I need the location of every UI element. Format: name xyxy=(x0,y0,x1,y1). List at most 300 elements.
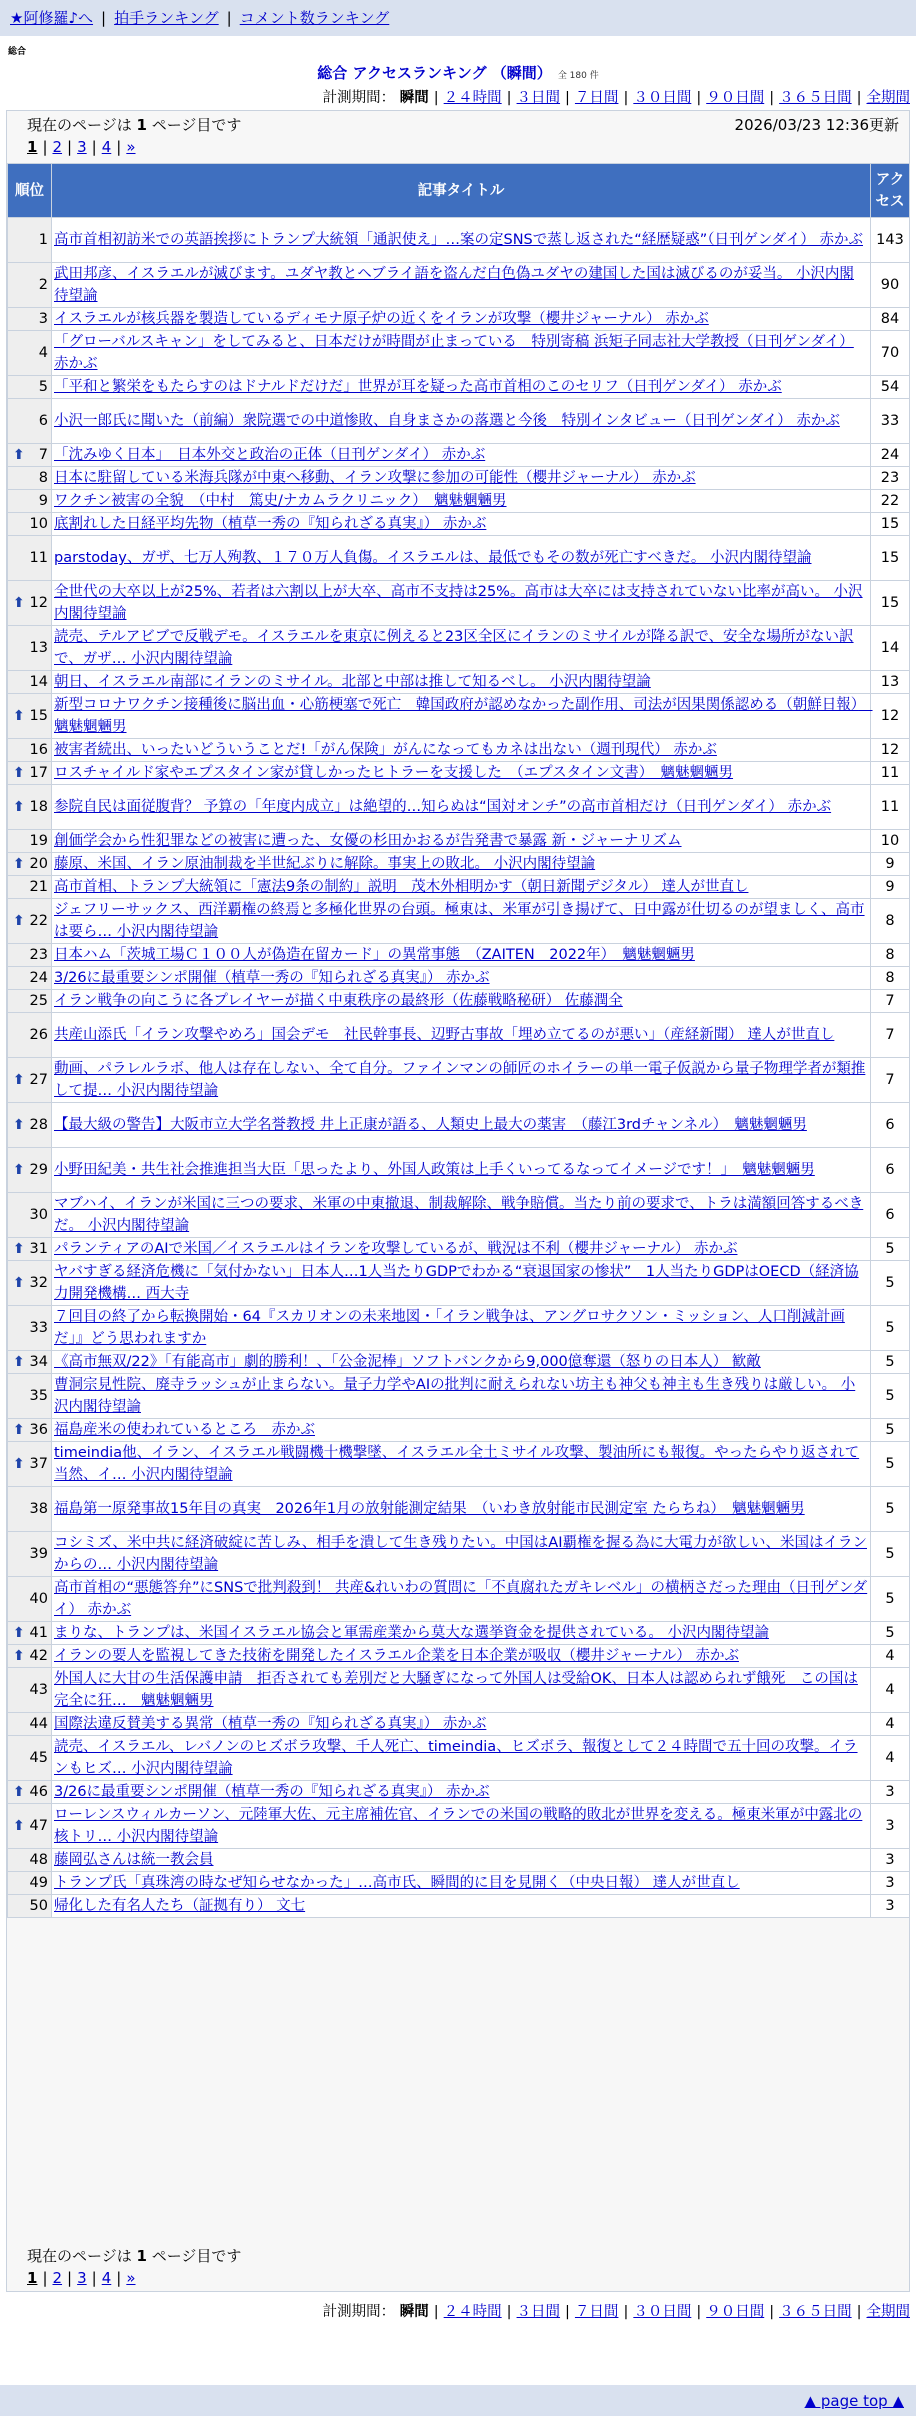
table-row xyxy=(8,830,910,853)
article-title-link[interactable]: 全世代の大卒以上が25%、若者は六割以上が大卒、高市不支持は25%。高市は大卒には支持されていない比率が高い。 小沢内閣待望論 xyxy=(54,584,863,622)
access-count: 15 xyxy=(871,581,910,626)
access-count: 5 xyxy=(871,1238,910,1261)
page-note-bottom: 現在のページは 1 ページ目です xyxy=(27,2247,242,2265)
article-title-link[interactable]: 《高市無双/22》「有能高市」劇的勝利！、「公金泥棒」ソフトバンクから9,000億奪還（怒りの日本人） 歓敵 xyxy=(54,1354,761,1370)
table-row xyxy=(8,1442,910,1487)
article-title-link[interactable]: 日本ハム「茨城工場Ｃ１００人が偽造在留カード」の異常事態 （ZAITEN 2022年） 魑魅魍魎男 xyxy=(54,947,695,963)
access-count: 5 xyxy=(871,1487,910,1532)
table-row xyxy=(8,1103,910,1148)
article-title-link[interactable]: ヤバすぎる経済危機に「気付かない」日本人…1人当たりGDPでわかる“衰退国家の惨状” 1人当たりGDPはOECD（経済協力開発機構… 西大寺 xyxy=(54,1264,859,1302)
rank-up-arrow-icon: ⬆ xyxy=(13,799,25,815)
table-row xyxy=(8,331,910,376)
period-current: 瞬間 xyxy=(399,2304,429,2320)
article-title-link[interactable]: 「平和と繁栄をもたらすのはドナルドだけだ」世界が耳を疑った高市首相のこのセリフ（日刊ゲンダイ） 赤かぶ xyxy=(54,379,782,395)
rank-up-arrow-icon: ⬆ xyxy=(13,1241,25,1257)
rank-number: 24 xyxy=(29,970,48,986)
access-count: 5 xyxy=(871,1374,910,1419)
title-cell xyxy=(52,671,871,694)
article-title-link[interactable]: ロスチャイルド家やエプスタイン家が貸しかったヒトラーを支援した （エプスタイン文書） 魑魅魍魎男 xyxy=(54,765,734,781)
access-count: 12 xyxy=(871,739,910,762)
ranking-title: 総合 アクセスランキング （瞬間） xyxy=(317,64,552,82)
article-title-link[interactable]: timeindia他、イラン、イスラエル戦闘機十機撃墜、イスラエル全土ミサイル攻撃、製油所にも報復。やったらやり返されて当然、イ… 小沢内閣待望論 xyxy=(54,1445,860,1483)
article-title-link[interactable]: 読売、テルアビブで反戦デモ。イスラエルを東京に例えると23区全区にイランのミサイルが降る訳で、安全な場所がない訳で、ガザ… 小沢内閣待望論 xyxy=(54,629,854,667)
rank-cell xyxy=(8,671,52,694)
table-row xyxy=(8,853,910,876)
rank-number: 32 xyxy=(29,1275,48,1291)
article-title-link[interactable]: 【最大級の警告】大阪市立大学名誉教授 井上正康が語る、人類史上最大の薬害 （藤江3rdチャンネル） 魑魅魍魎男 xyxy=(54,1117,807,1133)
period-link-30d[interactable]: ３０日間 xyxy=(633,90,692,106)
nav-link-clap-ranking[interactable]: 拍手ランキング xyxy=(114,9,219,27)
access-count: 14 xyxy=(871,626,910,671)
period-link-90d[interactable]: ９０日間 xyxy=(706,90,765,106)
rank-cell xyxy=(8,853,52,876)
rank-cell xyxy=(8,1781,52,1804)
article-title-link[interactable]: 参院自民は面従腹背？ 予算の「年度内成立」は絶望的…知らぬは“国対オンチ”の高市首相だけ（日刊ゲンダイ） 赤かぶ xyxy=(54,799,832,815)
rank-number: 44 xyxy=(29,1716,48,1732)
table-row xyxy=(8,1013,910,1058)
title-cell xyxy=(52,785,871,830)
period-link-3d[interactable]: ３日間 xyxy=(516,2304,561,2320)
title-cell xyxy=(52,581,871,626)
table-header-row xyxy=(8,164,910,218)
rank-number: 37 xyxy=(29,1456,48,1472)
article-title-link[interactable]: イランの要人を監視してきた技術を開発したイスラエル企業を日本企業が吸収（櫻井ジャーナル） 赤かぶ xyxy=(54,1648,739,1664)
table-row xyxy=(8,1238,910,1261)
table-row xyxy=(8,1193,910,1238)
period-link-all[interactable]: 全期間 xyxy=(866,2304,910,2320)
rank-number: 40 xyxy=(29,1591,48,1607)
article-title-link[interactable]: 武田邦彦、イスラエルが滅びます。ユダヤ教とヘブライ語を盗んだ白色偽ユダヤの建国した国は滅びるのが妥当。 小沢内閣待望論 xyxy=(54,266,854,304)
article-title-link[interactable]: 小野田紀美・共生社会推進担当大臣「思ったより、外国人政策は上手くいってるなってイメージです！」 魑魅魍魎男 xyxy=(54,1162,815,1178)
title-cell xyxy=(52,1306,871,1351)
article-title-link[interactable]: 高市首相の“悪態答弁”にSNSで批判殺到！ 共産&れいわの質問に「不貞腐れたガキレベル」の横柄さだった理由（日刊ゲンダイ） 赤かぶ xyxy=(54,1580,868,1618)
title-cell xyxy=(52,1419,871,1442)
pager-link-4[interactable]: 4 xyxy=(101,2269,112,2287)
access-count: 5 xyxy=(871,1419,910,1442)
article-title-link[interactable]: 国際法違反賛美する異常（植草一秀の『知られざる真実』） 赤かぶ xyxy=(54,1716,487,1732)
rank-up-arrow-icon: ⬆ xyxy=(13,1625,25,1641)
article-title-link[interactable]: 小沢一郎氏に聞いた（前編）衆院選での中道惨敗、自身まさかの落選と今後 特別インタビュー（日刊ゲンダイ） 赤かぶ xyxy=(54,413,840,429)
rank-number: 46 xyxy=(29,1784,48,1800)
title-cell xyxy=(52,967,871,990)
article-title-link[interactable]: 新型コロナワクチン接種後に脳出血・心筋梗塞で死亡 韓国政府が認めなかった副作用、司法が因果関係認める（朝鮮日報） 魑魅魍魎男 xyxy=(54,697,873,735)
title-cell xyxy=(52,1442,871,1487)
rank-up-arrow-icon: ⬆ xyxy=(13,708,25,724)
rank-number: 45 xyxy=(29,1750,48,1766)
table-row xyxy=(8,1804,910,1849)
rank-up-arrow-icon: ⬆ xyxy=(13,1422,25,1438)
table-row xyxy=(8,1849,910,1872)
title-cell xyxy=(52,1487,871,1532)
access-count: 8 xyxy=(871,899,910,944)
rank-cell xyxy=(8,263,52,308)
access-count: 9 xyxy=(871,876,910,899)
article-title-link[interactable]: ７回目の終了から転換開始・64『スカリオンの未来地図・「イラン戦争は、アングロサクソン・ミッション、人口削減計画だ」』どう思われますか xyxy=(54,1309,845,1347)
title-cell xyxy=(52,1645,871,1668)
table-row xyxy=(8,1895,910,1918)
rank-up-arrow-icon: ⬆ xyxy=(13,1648,25,1664)
table-row xyxy=(8,1872,910,1895)
access-count: 22 xyxy=(871,490,910,513)
article-title-link[interactable]: 福島第一原発事故15年目の真実 2026年1月の放射能測定結果 （いわき放射能市民測定室 たらちね） 魑魅魍魎男 xyxy=(54,1501,805,1517)
access-count: 15 xyxy=(871,513,910,536)
article-title-link[interactable]: 高市首相初訪米での英語挨拶にトランプ大統領「通訳使え」…案の定SNSで蒸し返された“経歴疑惑”（日刊ゲンダイ） 赤かぶ xyxy=(54,232,863,248)
pager-link-3[interactable]: 3 xyxy=(77,138,87,156)
title-cell xyxy=(52,1351,871,1374)
rank-cell xyxy=(8,899,52,944)
article-title-link[interactable]: 藤原、米国、イラン原油制裁を半世紀ぶりに解除。事実上の敗北。 小沢内閣待望論 xyxy=(54,856,596,872)
article-title-link[interactable]: 3/26に最重要シンポ開催（植草一秀の『知られざる真実』） 赤かぶ xyxy=(54,970,490,986)
title-cell xyxy=(52,399,871,444)
rank-number: 17 xyxy=(29,765,48,781)
page-number: 1 xyxy=(136,2247,147,2265)
rank-number: 8 xyxy=(38,470,48,486)
rank-cell xyxy=(8,1261,52,1306)
rank-up-arrow-icon: ⬆ xyxy=(13,595,25,611)
rank-cell xyxy=(8,1668,52,1713)
rank-cell xyxy=(8,444,52,467)
rank-number: 4 xyxy=(38,345,48,361)
pager-current: 1 xyxy=(27,138,38,156)
access-count: 3 xyxy=(871,1781,910,1804)
article-title-link[interactable]: ジェフリーサックス、西洋覇権の終焉と多極化世界の台頭。極東は、米軍が引き揚げて、日中露が仕切るのが望ましく、高市は要ら… 小沢内閣待望論 xyxy=(54,902,865,940)
table-row xyxy=(8,308,910,331)
period-link-365d[interactable]: ３６５日間 xyxy=(779,2304,852,2320)
period-link-all[interactable]: 全期間 xyxy=(866,90,910,106)
rank-up-arrow-icon: ⬆ xyxy=(13,765,25,781)
article-title-link[interactable]: 日本に駐留している米海兵隊が中東へ移動、イラン攻撃に参加の可能性（櫻井ジャーナル） 赤かぶ xyxy=(54,470,696,486)
access-count: 10 xyxy=(871,830,910,853)
title-cell xyxy=(52,1532,871,1577)
rank-cell xyxy=(8,785,52,830)
rank-cell xyxy=(8,1736,52,1781)
table-row xyxy=(8,762,910,785)
rank-up-arrow-icon: ⬆ xyxy=(13,1354,25,1370)
title-cell xyxy=(52,739,871,762)
rank-up-arrow-icon: ⬆ xyxy=(13,1456,25,1472)
title-cell xyxy=(52,899,871,944)
access-count: 12 xyxy=(871,694,910,739)
title-cell xyxy=(52,444,871,467)
title-cell xyxy=(52,1193,871,1238)
title-cell xyxy=(52,990,871,1013)
rank-number: 35 xyxy=(29,1388,48,1404)
rank-cell xyxy=(8,990,52,1013)
rank-up-arrow-icon: ⬆ xyxy=(13,1162,25,1178)
title-cell xyxy=(52,1374,871,1419)
pager-link-4[interactable]: 4 xyxy=(101,138,112,156)
article-title-link[interactable]: 外国人に大甘の生活保護申請 拒否されても差別だと大騒ぎになって外国人は受給OK、日本人は認められず餓死 この国は完全に狂… 魑魅魍魎男 xyxy=(54,1671,858,1709)
table-row xyxy=(8,1781,910,1804)
rank-cell xyxy=(8,739,52,762)
table-row xyxy=(8,376,910,399)
rank-cell xyxy=(8,331,52,376)
rank-number: 3 xyxy=(38,311,48,327)
table-row xyxy=(8,467,910,490)
article-title-link[interactable]: 3/26に最重要シンポ開催（植草一秀の『知られざる真実』） 赤かぶ xyxy=(54,1784,490,1800)
nav-link-asyura[interactable]: ★阿修羅♪へ xyxy=(10,9,94,27)
period-link-3d[interactable]: ３日間 xyxy=(516,90,561,106)
article-title-link[interactable]: 被害者続出、いったいどういうことだ!「がん保険」がんになってもカネは出ない（週刊現代） 赤かぶ xyxy=(54,742,717,758)
title-cell xyxy=(52,331,871,376)
pager-link-3[interactable]: 3 xyxy=(77,2269,87,2287)
top-navigation xyxy=(0,0,916,36)
rank-cell xyxy=(8,694,52,739)
rank-cell xyxy=(8,944,52,967)
pager-next[interactable]: » xyxy=(126,138,136,156)
table-row xyxy=(8,513,910,536)
title-cell xyxy=(52,694,871,739)
table-row xyxy=(8,626,910,671)
title-cell xyxy=(52,1668,871,1713)
rank-cell xyxy=(8,513,52,536)
page-top-link[interactable]: ▲ page top ▲ xyxy=(804,2392,904,2410)
page-note-top: 現在のページは 1 ページ目です xyxy=(27,116,242,134)
period-link-30d[interactable]: ３０日間 xyxy=(633,2304,692,2320)
article-title-link[interactable]: ワクチン被害の全貌 （中村 篤史/ナカムラクリニック） 魑魅魍魎男 xyxy=(54,493,507,509)
period-label: 計測期間： xyxy=(322,90,396,106)
pager-next[interactable]: » xyxy=(126,2269,136,2287)
period-link-365d[interactable]: ３６５日間 xyxy=(779,90,852,106)
access-count: 11 xyxy=(871,785,910,830)
rank-cell xyxy=(8,1058,52,1103)
table-row xyxy=(8,1351,910,1374)
article-title-link[interactable]: 読売、イスラエル、レバノンのヒズボラ攻撃、千人死亡、timeindia、ヒズボラ、報復として２４時間で五十回の攻撃。イランもヒズ… 小沢内閣待望論 xyxy=(54,1739,858,1777)
period-selector-bottom: 計測期間： 瞬間 | ２４時間 | ３日間 | ７日間 | ３０日間 | ９０日間 | ３６５日間 | 全期間 xyxy=(322,2304,910,2320)
table-row xyxy=(8,444,910,467)
table-row xyxy=(8,263,910,308)
rank-up-arrow-icon: ⬆ xyxy=(13,913,25,929)
period-link-24h[interactable]: ２４時間 xyxy=(443,90,502,106)
rank-number: 48 xyxy=(29,1852,48,1868)
table-row xyxy=(8,899,910,944)
rank-cell xyxy=(8,1374,52,1419)
article-title-link[interactable]: 「沈みゆく日本」 日本外交と政治の正体（日刊ゲンダイ） 赤かぶ xyxy=(54,447,486,463)
rank-cell xyxy=(8,467,52,490)
pager-link-2[interactable]: 2 xyxy=(52,2269,63,2287)
rank-up-arrow-icon: ⬆ xyxy=(13,1275,25,1291)
title-cell xyxy=(52,263,871,308)
rank-cell xyxy=(8,218,52,263)
article-title-link[interactable]: マブハイ、イランが米国に三つの要求、米軍の中東撤退、制裁解除、戦争賠償。当たり前の要求で、トラは満額回答するべきだ。 小沢内閣待望論 xyxy=(54,1196,864,1234)
access-count: 4 xyxy=(871,1713,910,1736)
nav-separator: | xyxy=(101,9,107,27)
rank-number: 30 xyxy=(29,1207,48,1223)
table-row xyxy=(8,967,910,990)
access-count: 5 xyxy=(871,1306,910,1351)
total-count: 全 180 件 xyxy=(557,71,599,81)
access-count: 84 xyxy=(871,308,910,331)
table-row xyxy=(8,399,910,444)
article-title-link[interactable]: コシミズ、米中共に経済破綻に苦しみ、相手を潰して生き残りたい。中国はAI覇権を握る為に大電力が欲しい、米国はイランからの… 小沢内閣待望論 xyxy=(54,1535,867,1573)
rank-number: 22 xyxy=(29,913,48,929)
page-title xyxy=(0,62,916,83)
rank-cell xyxy=(8,1622,52,1645)
table-row xyxy=(8,739,910,762)
rank-up-arrow-icon: ⬆ xyxy=(13,1072,25,1088)
access-count: 7 xyxy=(871,1058,910,1103)
table-row xyxy=(8,1577,910,1622)
access-count: 6 xyxy=(871,1193,910,1238)
rank-up-arrow-icon: ⬆ xyxy=(13,1117,25,1133)
title-cell xyxy=(52,218,871,263)
title-cell xyxy=(52,1849,871,1872)
ranking-rows xyxy=(8,218,910,1918)
title-cell xyxy=(52,536,871,581)
ranking-table xyxy=(7,163,910,1918)
rank-cell xyxy=(8,536,52,581)
article-title-link[interactable]: 帰化した有名人たち（証拠有り） 文七 xyxy=(54,1898,306,1914)
table-row xyxy=(8,490,910,513)
rank-number: 50 xyxy=(29,1898,48,1914)
nav-separator: | xyxy=(226,9,232,27)
category-label: 総合 xyxy=(8,47,27,57)
page-number: 1 xyxy=(136,116,147,134)
article-title-link[interactable]: 曹洞宗見性院、廃寺ラッシュが止まらない。量子力学やAIの批判に耐えられない坊主も神父も神主も生き残りは厳しい。 小沢内閣待望論 xyxy=(54,1377,856,1415)
table-row xyxy=(8,1419,910,1442)
nav-link-comment-ranking[interactable]: コメント数ランキング xyxy=(239,9,390,27)
rank-cell xyxy=(8,490,52,513)
article-title-link[interactable]: パランティアのAIで米国／イスラエルはイランを攻撃しているが、戦況は不利（櫻井ジャーナル） 赤かぶ xyxy=(54,1241,738,1257)
table-row xyxy=(8,785,910,830)
access-count: 5 xyxy=(871,1351,910,1374)
table-row xyxy=(8,1487,910,1532)
rank-number: 28 xyxy=(29,1117,48,1133)
period-current: 瞬間 xyxy=(399,90,429,106)
rank-number: 49 xyxy=(29,1875,48,1891)
rank-number: 1 xyxy=(38,232,48,248)
period-link-7d[interactable]: ７日間 xyxy=(574,2304,619,2320)
access-count: 5 xyxy=(871,1442,910,1487)
table-row xyxy=(8,1532,910,1577)
rank-cell xyxy=(8,626,52,671)
rank-header: 順位 xyxy=(8,164,52,218)
rank-cell xyxy=(8,308,52,331)
title-cell xyxy=(52,513,871,536)
table-row xyxy=(8,1148,910,1193)
period-label: 計測期間： xyxy=(322,2304,396,2320)
rank-number: 9 xyxy=(38,493,48,509)
period-link-90d[interactable]: ９０日間 xyxy=(706,2304,765,2320)
table-row xyxy=(8,1645,910,1668)
title-cell xyxy=(52,376,871,399)
article-title-link[interactable]: 「グローバルスキャン」をしてみると、日本だけが時間が止まっている 特別寄稿 浜矩子同志社大学教授（日刊ゲンダイ） 赤かぶ xyxy=(54,334,854,372)
access-count: 3 xyxy=(871,1849,910,1872)
rank-number: 19 xyxy=(29,833,48,849)
title-cell xyxy=(52,1713,871,1736)
title-cell xyxy=(52,876,871,899)
pager-link-2[interactable]: 2 xyxy=(52,138,63,156)
rank-cell xyxy=(8,1849,52,1872)
rank-cell xyxy=(8,762,52,785)
rank-number: 13 xyxy=(29,640,48,656)
rank-cell xyxy=(8,1645,52,1668)
rank-cell xyxy=(8,1442,52,1487)
period-link-7d[interactable]: ７日間 xyxy=(574,90,619,106)
rank-number: 10 xyxy=(29,516,48,532)
period-link-24h[interactable]: ２４時間 xyxy=(443,2304,502,2320)
title-cell xyxy=(52,1238,871,1261)
article-title-link[interactable]: 底割れした日経平均先物（植草一秀の『知られざる真実』） 赤かぶ xyxy=(54,516,487,532)
table-row xyxy=(8,1374,910,1419)
title-cell xyxy=(52,490,871,513)
title-cell xyxy=(52,1103,871,1148)
table-row xyxy=(8,1261,910,1306)
table-row xyxy=(8,990,910,1013)
article-title-link[interactable]: 朝日、イスラエル南部にイランのミサイル。北部と中部は推して知るべし。 小沢内閣待望論 xyxy=(54,674,651,690)
rank-number: 20 xyxy=(29,856,48,872)
article-title-link[interactable]: 福島産米の使われているところ 赤かぶ xyxy=(54,1422,315,1438)
article-title-link[interactable]: 創価学会から性犯罪などの被害に遭った、女優の杉田かおるが告発書で暴露 新・ジャーナリズム xyxy=(54,833,682,849)
table-row xyxy=(8,944,910,967)
rank-number: 27 xyxy=(29,1072,48,1088)
rank-cell xyxy=(8,1103,52,1148)
rank-number: 34 xyxy=(29,1354,48,1370)
table-row xyxy=(8,694,910,739)
rank-number: 26 xyxy=(29,1027,48,1043)
access-count: 3 xyxy=(871,1895,910,1918)
rank-number: 6 xyxy=(38,413,48,429)
rank-number: 41 xyxy=(29,1625,48,1641)
title-cell xyxy=(52,308,871,331)
title-cell xyxy=(52,1895,871,1918)
rank-cell xyxy=(8,876,52,899)
rank-number: 39 xyxy=(29,1546,48,1562)
article-title-link[interactable]: 共産山添氏「イラン攻撃やめろ」国会デモ 社民幹事長、辺野古事故「埋め立てるのが悪い」（産経新聞） 達人が世直し xyxy=(54,1027,835,1043)
pager-current: 1 xyxy=(27,2269,38,2287)
article-title-link[interactable]: 藤岡弘さんは統一教会員 xyxy=(54,1852,214,1868)
access-count: 54 xyxy=(871,376,910,399)
title-cell xyxy=(52,467,871,490)
table-row xyxy=(8,1736,910,1781)
rank-number: 36 xyxy=(29,1422,48,1438)
article-title-link[interactable]: 高市首相、トランプ大統領に「憲法9条の制約」説明 茂木外相明かす（朝日新聞デジタル） 達人が世直し xyxy=(54,879,749,895)
title-cell xyxy=(52,1736,871,1781)
table-row xyxy=(8,536,910,581)
access-count: 23 xyxy=(871,467,910,490)
article-title-link[interactable]: イラン戦争の向こうに各プレイヤーが描く中東秩序の最終形（佐藤戦略秘研） 佐藤潤全 xyxy=(54,993,623,1009)
footer-bar xyxy=(0,2385,916,2416)
rank-cell xyxy=(8,581,52,626)
article-title-link[interactable]: イスラエルが核兵器を製造しているディモナ原子炉の近くをイランが攻撃（櫻井ジャーナル） 赤かぶ xyxy=(54,311,709,327)
table-row xyxy=(8,1306,910,1351)
rank-number: 29 xyxy=(29,1162,48,1178)
access-count: 143 xyxy=(871,218,910,263)
title-cell xyxy=(52,853,871,876)
rank-number: 23 xyxy=(29,947,48,963)
article-title-link[interactable]: まりな、トランプは、米国イスラエル協会と軍需産業から莫大な選挙資金を提供されている。 小沢内閣待望論 xyxy=(54,1625,769,1641)
rank-number: 21 xyxy=(29,879,48,895)
access-count: 6 xyxy=(871,1148,910,1193)
rank-cell xyxy=(8,830,52,853)
access-count: 11 xyxy=(871,762,910,785)
rank-cell xyxy=(8,1193,52,1238)
rank-cell xyxy=(8,1148,52,1193)
article-title-link[interactable]: parstoday、ガザ、七万人殉教、１７０万人負傷。イスラエルは、最低でもその数が死亡すべきだ。 小沢内閣待望論 xyxy=(54,550,812,566)
article-title-link[interactable]: ローレンスウィルカーソン、元陸軍大佐、元主席補佐官、イランでの米国の戦略的敗北が世界を変える。極東米軍が中露北の核トリ… 小沢内閣待望論 xyxy=(54,1807,863,1845)
rank-up-arrow-icon: ⬆ xyxy=(13,447,25,463)
rank-number: 33 xyxy=(29,1320,48,1336)
title-cell xyxy=(52,762,871,785)
rank-number: 15 xyxy=(29,708,48,724)
title-cell xyxy=(52,1622,871,1645)
rank-cell xyxy=(8,1895,52,1918)
article-title-link[interactable]: トランプ氏「真珠湾の時なぜ知らせなかった」…高市氏、瞬間的に目を見開く（中央日報） 達人が世直し xyxy=(54,1875,740,1891)
rank-number: 38 xyxy=(29,1501,48,1517)
article-title-link[interactable]: 動画、パラレルラボ、他人は存在しない、全て自分。ファインマンの師匠のホイラーの単一電子仮説から量子物理学者が類推して提… 小沢内閣待望論 xyxy=(54,1061,866,1099)
rank-number: 12 xyxy=(29,595,48,611)
table-row xyxy=(8,1668,910,1713)
